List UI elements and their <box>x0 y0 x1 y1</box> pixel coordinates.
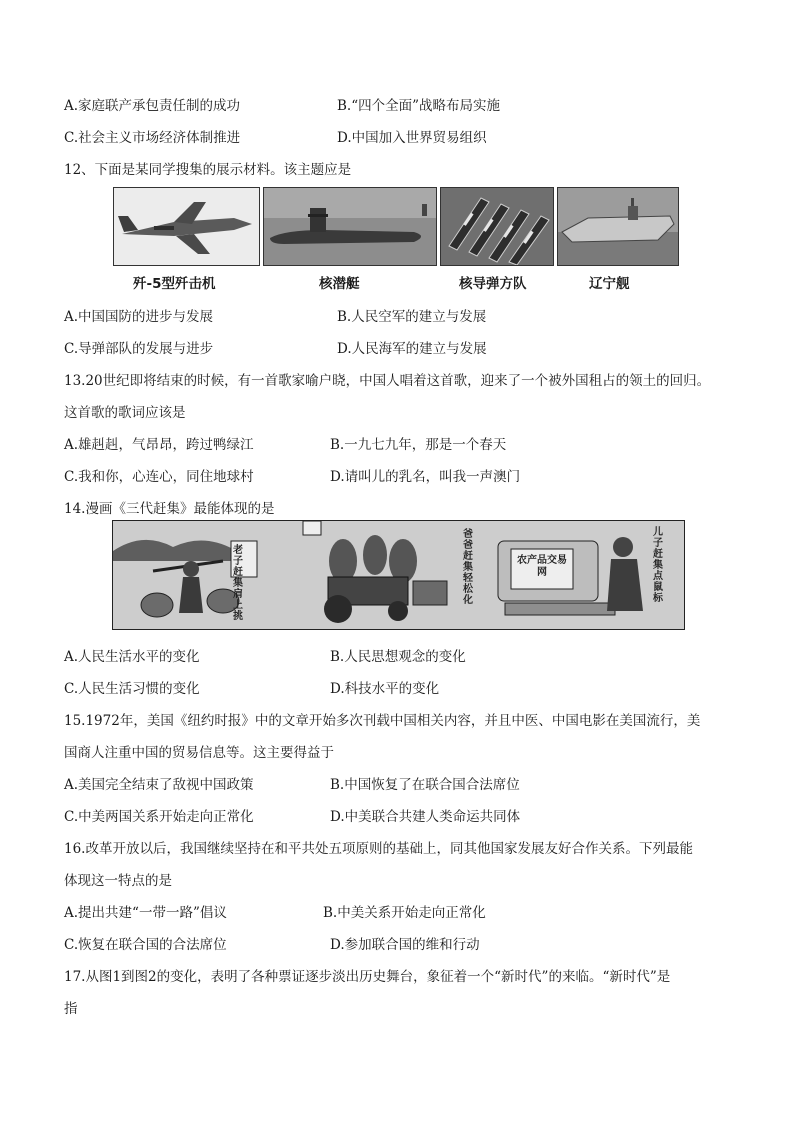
q17-stem-line2: 指 <box>64 1001 78 1017</box>
q15-stem-line2: 国商人注重中国的贸易信息等。这主要得益于 <box>64 745 334 761</box>
q11-option-a: A.家庭联产承包责任制的成功 <box>64 98 241 114</box>
q14-option-c: C.人民生活习惯的变化 <box>64 681 200 697</box>
q16-option-c: C.恢复在联合国的合法席位 <box>64 937 227 953</box>
q11-option-d: D.中国加入世界贸易组织 <box>337 130 487 146</box>
q12-option-b: B.人民空军的建立与发展 <box>337 309 487 325</box>
caption-submarine: 核潜艇 <box>319 276 360 292</box>
q14-option-b: B.人民思想观念的变化 <box>330 649 466 665</box>
missile-formation-photo <box>440 187 554 266</box>
q14-option-d: D.科技水平的变化 <box>330 681 440 697</box>
q13-stem-line2: 这首歌的歌词应该是 <box>64 405 186 421</box>
q12-option-a: A.中国国防的进步与发展 <box>64 309 214 325</box>
q11-option-c: C.社会主义市场经济体制推进 <box>64 130 241 146</box>
q13-option-b: B.一九七九年，那是一个春天 <box>330 437 507 453</box>
q13-stem-line1: 13.20世纪即将结束的时候，有一首歌家喻户晓，中国人唱着这首歌，迎来了一个被外国租占的领土的回归。 <box>64 373 711 389</box>
q15-option-c: C.中美两国关系开始走向正常化 <box>64 809 254 825</box>
q12-option-d: D.人民海军的建立与发展 <box>337 341 487 357</box>
q17-stem-line1: 17.从图1到图2的变化，表明了各种票证逐步淡出历史舞台，象征着一个“新时代”的来临。“新时代”是 <box>64 969 671 985</box>
cartoon-label-grandfather: 老子赶集肩上挑 <box>233 545 243 622</box>
q15-option-a: A.美国完全结束了敌视中国政策 <box>64 777 254 793</box>
aircraft-carrier-icon <box>558 188 678 265</box>
q13-option-a: A.雄赳赳，气昂昂，跨过鸭绿江 <box>64 437 254 453</box>
q16-option-a: A.提出共建“一带一路”倡议 <box>64 905 227 921</box>
caption-jet-fighter: 歼-5型歼击机 <box>133 276 216 292</box>
q13-option-c: C.我和你，心连心，同住地球村 <box>64 469 254 485</box>
q12-stem: 12、下面是某同学搜集的展示材料。该主题应是 <box>64 162 352 178</box>
cartoon-label-father: 爸爸赶集轻松化 <box>463 529 473 606</box>
q15-option-d: D.中美联合共建人类命运共同体 <box>330 809 521 825</box>
q15-option-b: B.中国恢复了在联合国合法席位 <box>330 777 520 793</box>
q16-stem-line1: 16.改革开放以后，我国继续坚持在和平共处五项原则的基础上，同其他国家发展友好合作关系。下列最能 <box>64 841 693 857</box>
q16-option-d: D.参加联合国的维和行动 <box>330 937 480 953</box>
q13-option-d: D.请叫儿的乳名，叫我一声澳门 <box>330 469 521 485</box>
aircraft-carrier-photo <box>557 187 679 266</box>
q12-option-c: C.导弹部队的发展与进步 <box>64 341 214 357</box>
missile-formation-icon <box>441 188 553 265</box>
q11-option-b: B.“四个全面”战略布局实施 <box>337 98 501 114</box>
submarine-icon <box>264 188 436 265</box>
q16-option-b: B.中美关系开始走向正常化 <box>323 905 486 921</box>
three-generations-cartoon <box>112 520 685 630</box>
submarine-photo <box>263 187 437 266</box>
jet-fighter-icon <box>114 188 259 265</box>
q15-stem-line1: 15.1972年，美国《纽约时报》中的文章开始多次刊载中国相关内容，并且中医、中国电影在美国流行，美 <box>64 713 701 729</box>
cartoon-screen-text: 农产品交易网 <box>517 555 567 578</box>
q16-stem-line2: 体现这一特点的是 <box>64 873 172 889</box>
q14-stem: 14.漫画《三代赶集》最能体现的是 <box>64 501 275 517</box>
cartoon-label-son: 儿子赶集点鼠标 <box>653 527 663 604</box>
q14-option-a: A.人民生活水平的变化 <box>64 649 200 665</box>
caption-missile-formation: 核导弹方队 <box>459 276 527 292</box>
caption-aircraft-carrier: 辽宁舰 <box>589 276 630 292</box>
jet-fighter-photo <box>113 187 260 266</box>
cartoon-illustration-icon <box>113 521 684 629</box>
